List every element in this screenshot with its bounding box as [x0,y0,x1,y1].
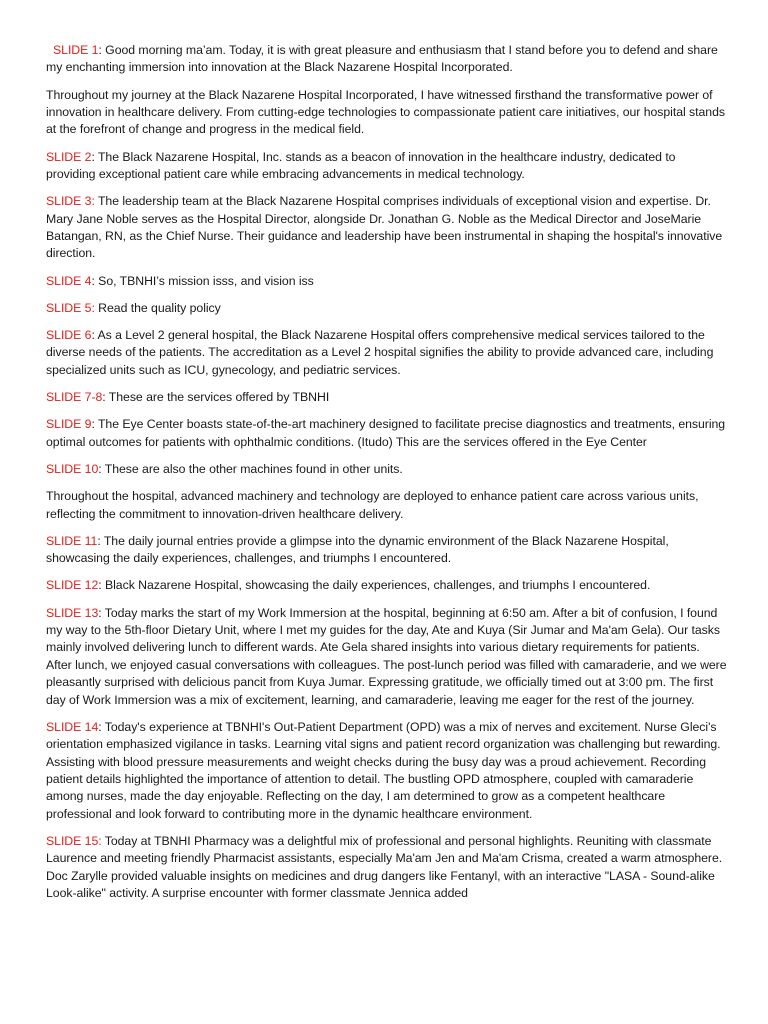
paragraph-text: : So, TBNHI’s mission isss, and vision iss [91,273,314,288]
paragraph-slide-11 [46,533,728,568]
paragraph-slide-6 [46,327,728,379]
slide-label: SLIDE 10 [46,461,99,476]
slide-label: SLIDE 7-8 [46,390,103,405]
slide-label: SLIDE 13 [46,605,99,620]
slide-label: SLIDE 3: [46,194,95,209]
paragraph-text: : These are the services offered by TBNHI [102,390,330,405]
paragraph-text: Read the quality policy [94,300,221,315]
slide-label: SLIDE 1 [53,43,99,57]
paragraph-text: : The Black Nazarene Hospital, Inc. stands as a beacon of innovation in the healthcare industry, dedicated to providing exceptional patient care while embracing advancements in medical technology. [46,149,676,182]
slide-label: SLIDE 15: [46,833,102,848]
paragraph-text: : Today marks the start of my Work Immersion at the hospital, beginning at 6:50 am. After a bit of confusion, I found my way to the 5th-floor Dietary Unit, where I met my guides for the day, Ate and Kuya (Sir Jumar and Ma'am Gela). Our tasks mainly involved delivering lunch to different wards. Ate Gela shared insights into various dietary requirements for patients. After lunch, we enjoyed casual conversations with colleagues. The post-lunch period was filled with camaraderie, and we were pleasantly surprised with delicious pancit from Kuya Jumar. Expressing gratitude, we officially timed out at 3:00 pm. The first day of Work Immersion was a mix of excitement, learning, and camaraderie, leaving me eager for the rest of the journey. [46,605,727,707]
paragraph-slide-9 [46,416,728,451]
paragraph-text: : Black Nazarene Hospital, showcasing the daily experiences, challenges, and triumphs I encountered. [98,578,651,593]
paragraph-journey-intro [46,87,728,139]
slide-label: SLIDE 5: [46,300,95,315]
paragraph-text: The leadership team at the Black Nazarene Hospital comprises individuals of exceptional vision and expertise. Dr. Mary Jane Noble serves as the Hospital Director, alongside Dr. Jonathan G. Noble as the Medical Director and JoseMarie Batangan, RN, as the Chief Nurse. Their guidance and leadership have been instrumental in shaping the hospital's innovative direction. [46,194,723,261]
paragraph-text: Throughout the hospital, advanced machinery and technology are deployed to enhance patient care across various units, reflecting the commitment to innovation-driven healthcare delivery. [46,489,699,521]
slide-label: SLIDE 4 [46,273,92,288]
paragraph-text: : The Eye Center boasts state-of-the-art machinery designed to facilitate precise diagnostics and treatments, ensuring optimal outcomes for patients with ophthalmic conditions. (Itudo) This are the services offered in the Eye Center [46,417,726,449]
paragraph-text: Throughout my journey at the Black Nazarene Hospital Incorporated, I have witnessed firsthand the transformative power of innovation in healthcare delivery. From cutting-edge technologies to compassionate patient care initiatives, our hospital stands at the forefront of change and progress in the medical field. [46,87,725,137]
slide-label: SLIDE 6 [46,328,92,343]
paragraph-slide-14 [46,719,728,823]
paragraph-slide-5 [46,300,728,317]
paragraph-text: : These are also the other machines found in other units. [98,461,403,476]
slide-label: SLIDE 12 [46,578,99,593]
slide-label: SLIDE 9 [46,417,92,432]
slide-label: SLIDE 14 [46,719,99,734]
slide-label: SLIDE 11 [46,533,98,548]
paragraph-machinery-summary [46,488,728,523]
paragraph-slide-1 [46,42,728,77]
paragraph-text: : Good morning ma’am. Today, it is with great pleasure and enthusiasm that I stand before you to defend and share my enchanting immersion into innovation at the Black Nazarene Hospital Incorporated. [46,43,718,75]
slide-label: SLIDE 2 [46,149,92,164]
paragraph-slide-12 [46,577,728,594]
paragraph-slide-13 [46,605,728,709]
paragraph-slide-10 [46,461,728,478]
paragraph-text: : The daily journal entries provide a glimpse into the dynamic environment of the Black Nazarene Hospital, showcasing the daily experiences, challenges, and triumphs I encountered. [46,533,669,566]
paragraph-text: : As a Level 2 general hospital, the Black Nazarene Hospital offers comprehensive medical services tailored to the diverse needs of the patients. The accreditation as a Level 2 hospital signifies the ability to provide advanced care, including specialized units such as ICU, gynecology, and pediatric services. [46,328,714,377]
paragraph-slide-15 [46,833,728,903]
paragraph-slide-4 [46,273,728,290]
paragraph-text: Today at TBNHI Pharmacy was a delightful mix of professional and personal highlights. Reuniting with classmate Laurence and meeting friendly Pharmacist assistants, especially Ma'am Jen and Ma'am Crisma, created a warm atmosphere. Doc Zarylle provided valuable insights on medicines and drug dangers like Fentanyl, with an interactive "LASA - Sound-alike Look-alike" activity. A surprise encounter with former classmate Jennica added [46,833,723,901]
paragraph-slide-2 [46,149,728,184]
paragraph-slide-7-8 [46,389,728,406]
paragraph-text: : Today's experience at TBNHI's Out-Patient Department (OPD) was a mix of nerves and excitement. Nurse Gleci's orientation emphasized vigilance in tasks. Learning vital signs and patient record organization was challenging but rewarding. Assisting with blood pressure measurements and weight checks during the busy day was a proud achievement. Recording patient details highlighted the importance of attention to detail. The bustling OPD atmosphere, coupled with camaraderie among nurses, made the day enjoyable. Reflecting on the day, I am determined to grow as a competent healthcare professional and look forward to contributing more in the dynamic healthcare environment. [46,719,721,821]
paragraph-slide-3 [46,193,728,263]
